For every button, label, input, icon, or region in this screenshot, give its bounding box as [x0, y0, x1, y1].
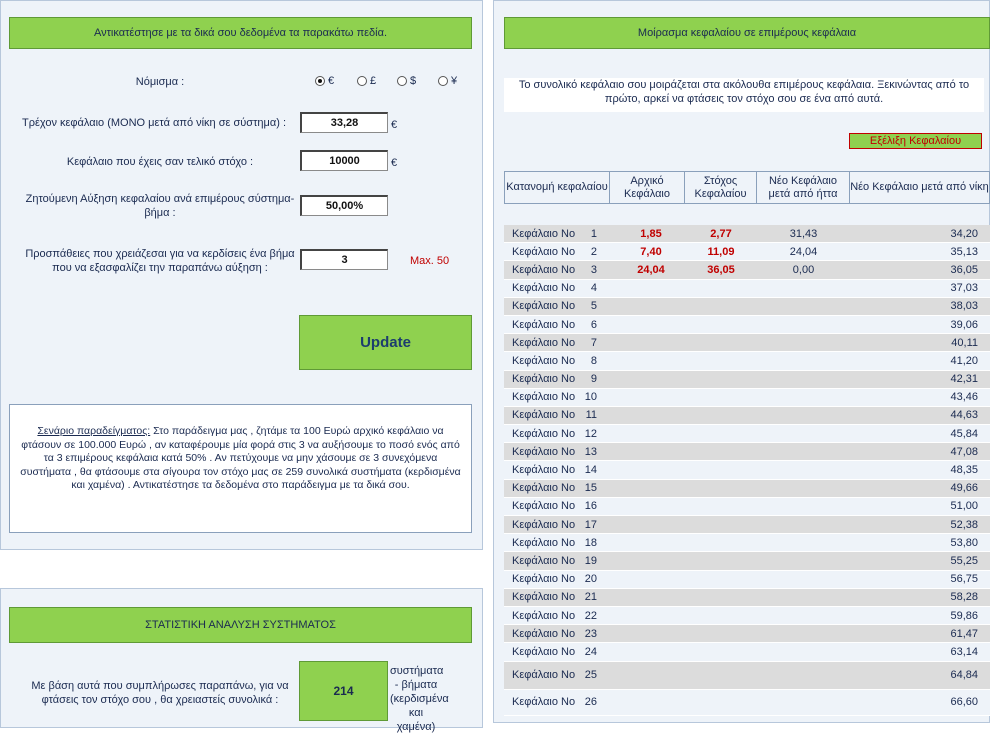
cell-allocation: [504, 264, 617, 276]
table-row: [504, 389, 990, 407]
scenario-text: Στο παράδειγμα μας , ζητάμε τα 100 Ευρώ αρχικό κεφάλαιο να φτάσουν σε 100.000 Ευρώ , αν καταφέρουμε μία φορά στις 3 να αυξήσουμε το ποσό ενός από τα 3 επιμέρους κεφάλαια κατά 50% . Αν πετύχουμε να μην χάσουμε σε 3 συνεχόμενα συστήματα , θα φτάσουμε στα σίγουρα τον στόχο μας σε 259 συνολικά συστήματα (κερδισμένα και χαμένα) . Αντικατέστησε τα δεδομένα στο παράδειγμα με τα δικά σου.: [20, 425, 461, 492]
table-row: [504, 316, 990, 334]
capital-number: 10: [584, 391, 597, 404]
allocation-panel-header: Μοίρασμα κεφαλαίου σε επιμέρους κεφάλαια: [504, 17, 990, 49]
cell-after-win: 45,84: [950, 427, 978, 440]
capital-name: Κεφάλαιο Νο: [512, 573, 576, 586]
cell-after-loss: 31,43: [789, 227, 818, 240]
currency-option[interactable]: [438, 75, 457, 87]
cell-after-win: 35,13: [950, 245, 978, 258]
cell-after-win: 61,47: [950, 627, 978, 640]
cell-allocation: [504, 300, 617, 312]
capital-number: 13: [584, 445, 597, 458]
capital-name: Κεφάλαιο Νο: [512, 427, 576, 440]
increase-label: Ζητούμενη Αύξηση κεφαλαίου ανά επιμέρους σύστημα-βήμα :: [25, 193, 295, 219]
cell-after-win: 52,38: [950, 518, 978, 531]
cell-after-win: 58,28: [950, 591, 978, 604]
cell-after-win: 66,60: [950, 696, 978, 708]
cell-allocation: [504, 464, 617, 476]
col-after-loss: Νέο Κεφάλαιο μετά από ήττα: [757, 171, 850, 204]
capital-name: Κεφάλαιο Νο: [512, 245, 576, 258]
cell-allocation: [504, 355, 617, 367]
capital-number: 8: [590, 354, 597, 367]
table-row: [504, 443, 990, 461]
cell-after-win: 64,84: [950, 669, 978, 681]
capital-number: 4: [590, 282, 597, 295]
capital-number: 18: [584, 536, 597, 549]
scenario-box: [9, 404, 472, 533]
capital-number: 9: [590, 373, 597, 386]
current-capital-input[interactable]: 33,28: [300, 112, 388, 133]
cell-allocation: [504, 428, 617, 440]
radio-button[interactable]: [357, 76, 367, 86]
table-row: [504, 498, 990, 516]
capital-name: Κεφάλαιο Νο: [512, 464, 576, 477]
table-row: [504, 461, 990, 479]
table-row: [504, 280, 990, 298]
stats-suffix: συστήματα - βήματα (κερδισμένα και χαμένα): [390, 665, 449, 733]
cell-after-loss: 24,04: [789, 245, 818, 258]
capital-number: 16: [584, 500, 597, 513]
current-capital-unit: €: [391, 119, 398, 131]
currency-option[interactable]: [315, 75, 334, 87]
cell-after-win: 39,06: [950, 318, 978, 331]
capital-name: Κεφάλαιο Νο: [512, 318, 576, 331]
capital-number: 22: [584, 609, 597, 622]
target-capital-unit: €: [391, 157, 398, 169]
table-row: [504, 334, 990, 352]
radio-button[interactable]: [438, 76, 448, 86]
table-row: [504, 516, 990, 534]
col-allocation: Κατανομή κεφαλαίου: [504, 171, 610, 204]
cell-after-win: 40,11: [951, 336, 978, 349]
cell-after-win: 44,63: [950, 409, 978, 422]
cell-after-win: 48,35: [950, 464, 978, 477]
cell-after-win: 59,86: [950, 609, 978, 622]
table-row: [504, 625, 990, 643]
attempts-input[interactable]: 3: [300, 249, 388, 270]
stats-panel-header: ΣΤΑΤΙΣΤΙΚΗ ΑΝΑΛΥΣΗ ΣΥΣΤΗΜΑΤΟΣ: [9, 607, 472, 643]
cell-allocation: [504, 669, 617, 681]
attempts-label: Προσπάθειες που χρειάζεσαι για να κερδίσεις ένα βήμα που να εξασφαλίζει την παραπάνω αύξηση :: [25, 248, 295, 274]
target-capital-label: Κεφάλαιο που έχεις σαν τελικό στόχο :: [66, 156, 254, 168]
target-capital-input[interactable]: 10000: [300, 150, 388, 171]
cell-after-win: 49,66: [950, 482, 978, 495]
cell-allocation: [504, 482, 617, 494]
cell-after-win: 37,03: [950, 282, 978, 295]
update-button[interactable]: Update: [299, 315, 472, 370]
cell-allocation: [504, 610, 617, 622]
capital-number: 2: [590, 245, 597, 258]
cell-initial: 24,04: [637, 263, 665, 276]
capital-number: 17: [584, 518, 597, 531]
cell-allocation: [504, 573, 617, 585]
capital-name: Κεφάλαιο Νο: [512, 536, 576, 549]
cell-goal: 2,77: [710, 227, 732, 240]
cell-allocation: [504, 591, 617, 603]
cell-after-win: 41,20: [950, 354, 978, 367]
cell-allocation: [504, 628, 617, 640]
table-row: [504, 534, 990, 552]
current-capital-label: Τρέχον κεφάλαιο (ΜΟΝΟ μετά από νίκη σε σύστημα) :: [21, 117, 287, 129]
currency-option[interactable]: [357, 75, 376, 87]
capital-name: Κεφάλαιο Νο: [512, 282, 576, 295]
capital-number: 24: [584, 645, 597, 658]
capital-name: Κεφάλαιο Νο: [512, 609, 576, 622]
cell-allocation: [504, 446, 617, 458]
currency-label: Νόμισμα :: [135, 76, 185, 88]
cell-allocation: [504, 282, 617, 294]
cell-allocation: [504, 409, 617, 421]
cell-after-win: 43,46: [950, 391, 978, 404]
col-initial: Αρχικό Κεφάλαιο: [610, 171, 685, 204]
cell-initial: 1,85: [640, 227, 662, 240]
capital-name: Κεφάλαιο Νο: [512, 300, 576, 313]
table-row: [504, 352, 990, 370]
cell-after-win: 34,20: [950, 227, 978, 240]
capital-number: 3: [590, 263, 597, 276]
capital-name: Κεφάλαιο Νο: [512, 354, 576, 367]
cell-allocation: [504, 555, 617, 567]
cell-after-win: 53,80: [950, 536, 978, 549]
capital-name: Κεφάλαιο Νο: [512, 669, 576, 681]
capital-number: 19: [584, 554, 597, 567]
capital-number: 5: [590, 300, 597, 313]
table-row: [504, 690, 990, 716]
table-row: [504, 589, 990, 607]
col-after-win: Νέο Κεφάλαιο μετά από νίκη: [850, 171, 990, 204]
capital-evolution-button[interactable]: Εξέλιξη Κεφαλαίου: [849, 133, 982, 149]
radio-button[interactable]: [315, 76, 325, 86]
capital-name: Κεφάλαιο Νο: [512, 227, 576, 240]
allocation-intro: Το συνολικό κεφάλαιο σου μοιράζεται στα ακόλουθα επιμέρους κεφάλαια. Ξεκινώντας από το πρώτο, αρκεί να φτάσεις τον στόχο σου σε ένα από αυτά.: [504, 78, 984, 112]
cell-allocation: [504, 500, 617, 512]
attempts-max-note: Max. 50: [410, 255, 450, 267]
capital-name: Κεφάλαιο Νο: [512, 645, 576, 658]
table-row: [504, 571, 990, 589]
stats-label: Με βάση αυτά που συμπλήρωσες παραπάνω, για να φτάσεις τον στόχο σου , θα χρειαστείς συνολικά :: [31, 680, 289, 706]
cell-initial: 7,40: [640, 245, 662, 258]
table-row: [504, 371, 990, 389]
capital-name: Κεφάλαιο Νο: [512, 696, 576, 708]
total-systems-count: 214: [299, 661, 388, 721]
capital-name: Κεφάλαιο Νο: [512, 518, 576, 531]
cell-allocation: [504, 646, 617, 658]
capital-name: Κεφάλαιο Νο: [512, 445, 576, 458]
table-row: [504, 643, 990, 661]
capital-number: 14: [584, 464, 597, 477]
capital-name: Κεφάλαιο Νο: [512, 263, 576, 276]
cell-after-win: 55,25: [950, 554, 978, 567]
col-goal: Στόχος Κεφαλαίου: [685, 171, 757, 204]
allocation-table-header: [504, 171, 990, 204]
currency-symbol: £: [370, 75, 377, 87]
cell-allocation: [504, 246, 617, 258]
currency-symbol: ¥: [451, 75, 458, 87]
input-panel-header: Αντικατέστησε με τα δικά σου δεδομένα τα παρακάτω πεδία.: [9, 17, 472, 49]
capital-name: Κεφάλαιο Νο: [512, 500, 576, 513]
cell-allocation: [504, 337, 617, 349]
cell-after-win: 38,03: [950, 300, 978, 313]
cell-after-win: 36,05: [950, 263, 978, 276]
table-row: [504, 552, 990, 570]
cell-after-win: 47,08: [950, 445, 978, 458]
capital-number: 1: [590, 227, 597, 240]
capital-name: Κεφάλαιο Νο: [512, 373, 576, 386]
capital-name: Κεφάλαιο Νο: [512, 336, 576, 349]
cell-goal: 11,09: [707, 245, 735, 258]
cell-allocation: [504, 519, 617, 531]
table-row: [504, 225, 990, 243]
cell-allocation: [504, 319, 617, 331]
cell-after-win: 51,00: [950, 500, 978, 513]
cell-after-win: 42,31: [950, 373, 978, 386]
currency-option[interactable]: [397, 75, 416, 87]
capital-number: 6: [590, 318, 597, 331]
table-row: [504, 607, 990, 625]
capital-number: 25: [584, 669, 597, 681]
cell-goal: 36,05: [707, 263, 735, 276]
table-row: [504, 480, 990, 498]
cell-allocation: [504, 373, 617, 385]
cell-allocation: [504, 391, 617, 403]
scenario-title: Σενάριο παραδείγματος:: [37, 425, 151, 437]
capital-number: 12: [584, 427, 597, 440]
currency-symbol: $: [410, 75, 417, 87]
capital-name: Κεφάλαιο Νο: [512, 409, 576, 422]
capital-number: 23: [584, 627, 597, 640]
cell-allocation: [504, 228, 617, 240]
capital-number: 20: [584, 573, 597, 586]
cell-allocation: [504, 537, 617, 549]
table-row: [504, 243, 990, 261]
table-row: [504, 261, 990, 279]
cell-after-loss: 0,00: [792, 263, 815, 276]
table-row: [504, 407, 990, 425]
table-row: [504, 298, 990, 316]
cell-allocation: [504, 696, 617, 708]
capital-number: 7: [590, 336, 597, 349]
cell-after-win: 63,14: [950, 645, 978, 658]
capital-name: Κεφάλαιο Νο: [512, 627, 576, 640]
capital-number: 11: [585, 409, 597, 422]
capital-number: 15: [584, 482, 597, 495]
increase-input[interactable]: 50,00%: [300, 195, 388, 216]
capital-number: 26: [584, 696, 597, 708]
table-row: [504, 425, 990, 443]
capital-name: Κεφάλαιο Νο: [512, 391, 576, 404]
capital-number: 21: [584, 591, 597, 604]
table-row: [504, 662, 990, 690]
capital-name: Κεφάλαιο Νο: [512, 482, 576, 495]
currency-symbol: €: [328, 75, 335, 87]
capital-name: Κεφάλαιο Νο: [512, 554, 576, 567]
capital-name: Κεφάλαιο Νο: [512, 591, 576, 604]
radio-button[interactable]: [397, 76, 407, 86]
allocation-table-body: [504, 225, 990, 716]
cell-after-win: 56,75: [950, 573, 978, 586]
